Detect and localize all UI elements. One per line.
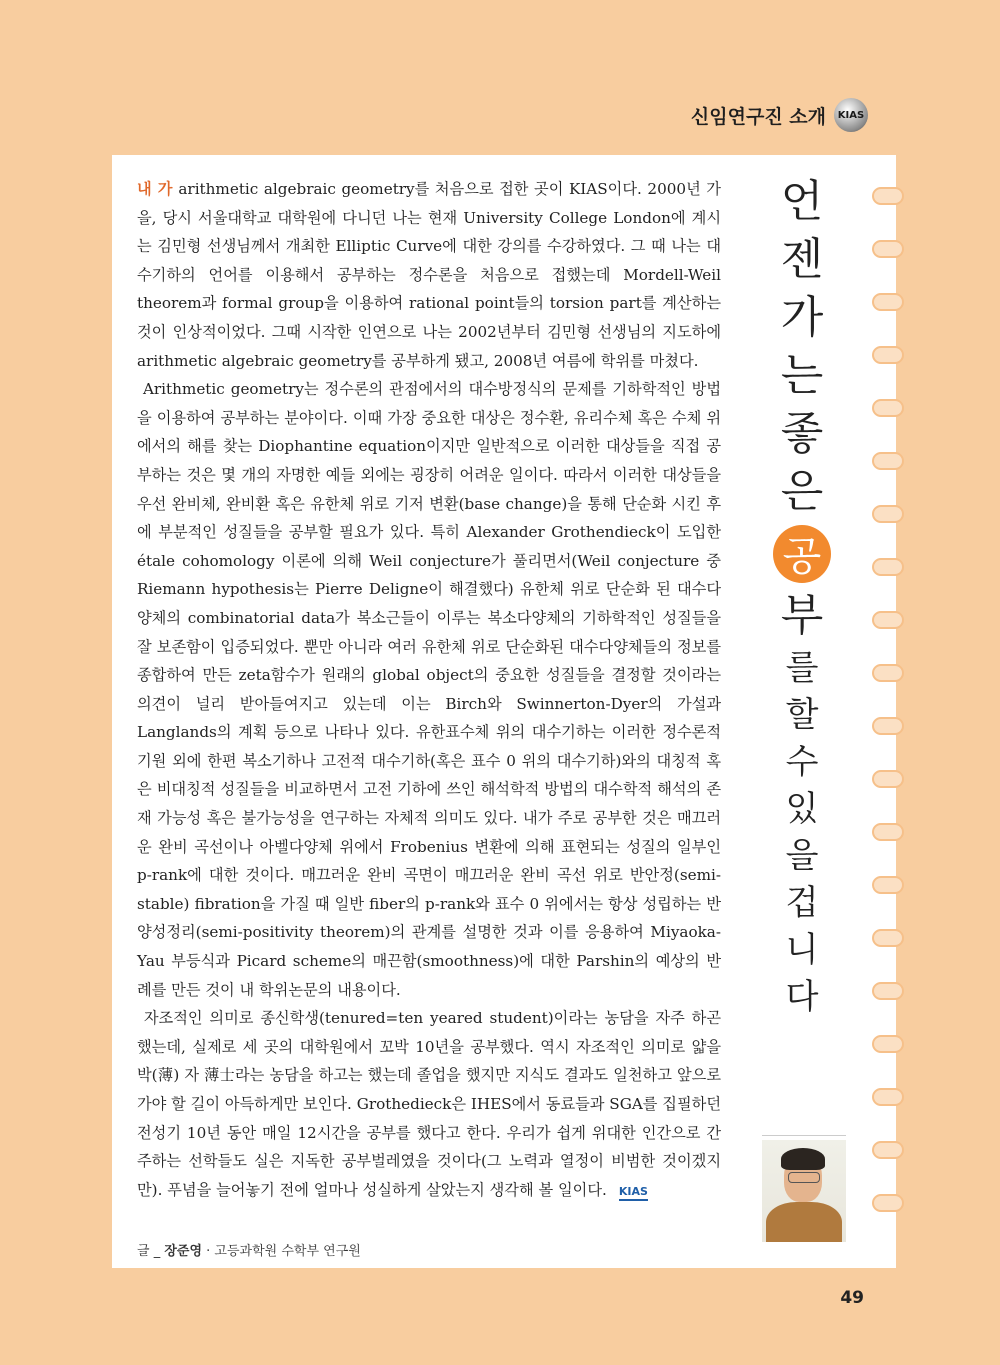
author-name: 장준영 (164, 1244, 203, 1259)
binder-ring (872, 664, 904, 682)
vertical-title-char: 부 (780, 590, 824, 641)
caption-prefix: 글 _ (137, 1244, 165, 1259)
binder-ring (872, 929, 904, 947)
article-page (112, 155, 896, 1268)
paragraph-2 (137, 375, 721, 1004)
page-number: 49 (840, 1288, 864, 1308)
binder-ring (872, 982, 904, 1000)
binder-ring (872, 505, 904, 523)
binder-ring (872, 770, 904, 788)
binder-ring (872, 823, 904, 841)
vertical-title-char: 젠 (780, 234, 824, 285)
vertical-title-char: 은 (780, 466, 824, 517)
kias-logo-icon: KIAS (834, 98, 868, 132)
author-affiliation: · 고등과학원 수학부 연구원 (202, 1244, 361, 1259)
paragraph-2-text: Arithmetic geometry는 정수론의 관점에서의 대수방정식의 문제를 기하학적인 방법을 이용하여 공부하는 분야이다. 이때 가장 중요한 대상은 정수환, 유리수체 혹은 수체 위에서의 해를 찾는 Diophantine equation이지만 일반적으로 이러한 대상들을 직접 공부하는 것은 몇 개의 자명한 예들 외에는 굉장히 어려운 일이다. 따라서 이러한 대상들을 우선 완비체, 완비환 혹은 유한체 위로 기저 변환(base change)을 통해 단순화 시킨 후에 부분적인 성질들을 공부할 필요가 있다. 특히 Alexander Grothendieck이 도입한 étale cohomology 이론에 의해 Weil conjecture가 풀리면서(Weil conjecture 중 Riemann hypothesis는 Pierre Deligne이 해결했다) 유한체 위로 단순화 된 대수다양체의 combinatorial data가 복소근들이 이루는 복소다양체의 기하학적인 성질들을 잘 보존함이 입증되었다. 뿐만 아니라 여러 유한체 위로 단순화된 대수다양체들의 정보를 종합하여 만든 zeta함수가 원래의 global object의 중요한 성질들을 결정할 것이라는 의견이 널리 받아들여지고 있는데 이는 Birch와 Swinnerton-Dyer의 가설과 Langlands의 계획 등으로 나타나 있다. 유한표수체 위의 대수기하는 이러한 정수론적 기원 외에 한편 복소기하나 고전적 대수기하(혹은 표수 0 위의 대수기하)와의 대칭적 혹은 비대칭적 성질들을 비교하면서 고전 기하에 쓰인 해석학적 방법의 대수학적 해석의 존재 가능성 혹은 불가능성을 연구하는 자체적 의미도 있다. 내가 주로 공부한 것은 매끄러운 완비 곡선이나 아벨다양체 위에서 Frobenius 변환에 의해 표현되는 성질의 일부인 p-rank에 대한 것이다. 매끄러운 완비 곡면이 매끄러운 완비 곡선 위로 반안정(semi-stable) fibration을 가질 때 일반 fiber의 p-rank와 표수 0 위에서는 항상 성립하는 반양성정리(semi-positivity theorem)의 관계를 설명한 것과 이를 응용하여 Miyaoka-Yau 부등식과 Picard scheme의 매끈함(smoothness)에 대한 Parshin의 예상의 반례를 만든 것이 내 학위논문의 내용이다. (137, 380, 722, 999)
vertical-title-char: 를 (785, 648, 819, 688)
paragraph-1 (137, 175, 721, 375)
binder-ring (872, 558, 904, 576)
lead-text: 내 가 (137, 180, 173, 198)
binder-ring (872, 1035, 904, 1053)
vertical-title-char: 언 (780, 176, 824, 227)
vertical-title-char: 공 (773, 525, 831, 583)
binder-ring (872, 717, 904, 735)
author-photo (762, 1140, 846, 1242)
vertical-title-char: 가 (780, 292, 824, 343)
paragraph-3-text: 자조적인 의미로 종신학생(tenured=ten yeared student)이라는 농담을 자주 하곤 했는데, 실제로 세 곳의 대학원에서 꼬박 10년을 공부했다. 역시 자조적인 의미로 얇을 박(薄) 자 薄士라는 농담을 하고는 했는데 졸업을 했지만 지식도 결과도 일천하고 앞으로 가야 할 길이 아득하게만 보인다. Grothedieck은 IHES에서 동료들과 SGA를 집필하던 전성기 10년 동안 매일 12시간을 공부를 했다고 한다. 우리가 쉽게 위대한 인간으로 간주하는 선학들도 실은 지독한 공부벌레였을 것이다(그 노력과 열정이 비범한 것이겠지만). 푸념을 늘어놓기 전에 얼마나 성실하게 살았는지 생각해 볼 일이다. (137, 1009, 722, 1199)
vertical-title-char: 있 (785, 789, 819, 829)
binder-ring (872, 876, 904, 894)
section-title: 신임연구진 소개 (690, 105, 826, 128)
binder-ring (872, 187, 904, 205)
vertical-title (772, 173, 832, 1021)
binder-ring (872, 240, 904, 258)
vertical-title-char: 수 (785, 742, 819, 782)
author-caption (137, 1240, 361, 1259)
binder-ring (872, 1141, 904, 1159)
vertical-title-char: 겁 (785, 883, 819, 923)
binder-ring (872, 452, 904, 470)
binder-ring (872, 1194, 904, 1212)
vertical-title-char: 을 (785, 836, 819, 876)
vertical-title-char: 할 (785, 695, 819, 735)
article-body (137, 175, 721, 1204)
vertical-title-char: 다 (785, 977, 819, 1017)
vertical-title-char: 니 (785, 930, 819, 970)
paragraph-1-text: arithmetic algebraic geometry를 처음으로 접한 곳이 KIAS이다. 2000년 가을, 당시 서울대학교 대학원에 다니던 나는 현재 University College London에 계시는 김민형 선생님께서 개최한 Elliptic Curve에 대한 강의를 수강하였다. 그 때 나는 대수기하의 언어를 이용해서 공부하는 정수론을 처음으로 접했는데 Mordell-Weil theorem과 formal group을 이용하여 rational point들의 torsion part를 계산하는 것이 인상적이었다. 그때 시작한 인연으로 나는 2002년부터 김민형 선생님의 지도하에 arithmetic algebraic geometry를 공부하게 됐고, 2008년 여름에 학위를 마쳤다. (137, 180, 721, 370)
photo-divider (762, 1135, 846, 1136)
binder-ring (872, 1088, 904, 1106)
binder-ring (872, 611, 904, 629)
kias-end-mark: KIAS (619, 1185, 648, 1201)
binder-ring (872, 346, 904, 364)
paragraph-3 (137, 1004, 721, 1204)
binder-ring (872, 293, 904, 311)
binder-ring (872, 399, 904, 417)
vertical-title-char: 는 (780, 350, 824, 401)
vertical-title-char: 좋 (780, 408, 824, 459)
section-header (691, 98, 868, 132)
